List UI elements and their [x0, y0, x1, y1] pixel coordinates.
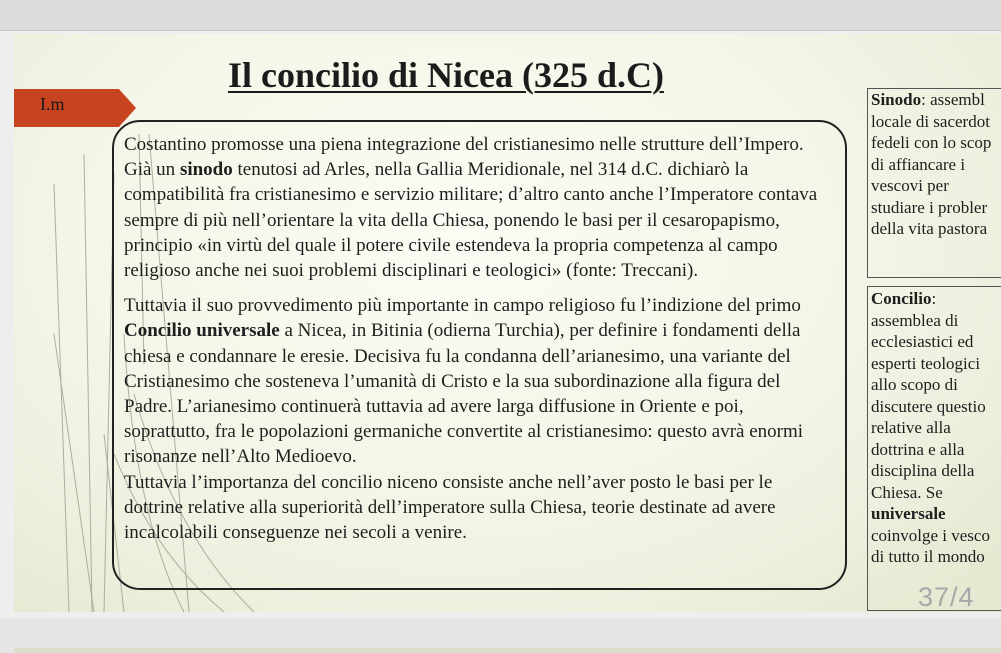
definition-term: Sinodo [871, 90, 922, 109]
slide [14, 34, 1001, 612]
paragraph-concilio: Tuttavia il suo provvedimento più importante in campo religioso fu l’indizione del primo Concilio universale a Nicea, in Bitinia (odierna Turchia), per definire i fondamenti della chiesa e condannare le eresie. Decisiva fu la condanna dell’arianesimo, una variante del Cristianesimo che sosteneva l’umanità di Cristo e la sua subordinazione alla figura del Padre. L’arianesimo continuerà tuttavia ad avere larga diffusione in Oriente e poi, soprattutto, fra le popolazioni germaniche convertite al cristianesimo: questo avrà enormi risonanze nell’Alto Medioevo. [124, 295, 804, 468]
page-number: 37/4 [918, 582, 975, 612]
definition-line: assemblea di [871, 310, 959, 330]
definition-concilio: Concilio: assemblea di ecclesiastici ed esperti teologici allo scopo di discutere questio relative alla dottrina e alla disciplina della Chiesa. Se universale coinvolge i vesco di tutto il mondo [871, 288, 1001, 568]
definition-line: ecclesiastici ed [871, 332, 974, 351]
definition-line-bold: universale [871, 504, 946, 523]
definition-line: di affiancare i [871, 154, 966, 174]
definition-line: locale di sacerdot [871, 111, 990, 131]
definition-line: Chiesa. Se [871, 482, 943, 502]
definition-line: discutere questio [871, 396, 986, 416]
paragraph-sinodo: Costantino promosse una piena integrazione del cristianesimo nelle strutture dell’Impero. Già un sinodo tenutosi ad Arles, nella Gallia Meridionale, nel 314 d.C. dichiarò la compatibilità fra cristianesimo e servizio militare; d’altro canto anche l’Imperatore contava sempre di più nell’orientare la vita della Chiesa, ponendo le basi per il cesaropapismo, principio «in virtù del quale il potere civile estendeva la propria competenza al campo religioso anche nei suoi problemi disciplinari e teologici» (fonte: Treccani). [124, 134, 818, 282]
definition-line: esperti teologici [871, 353, 981, 373]
definition-line: coinvolge i vesco [871, 525, 990, 545]
definition-line: studiare i probler [871, 197, 988, 217]
definition-line: dottrina e alla [871, 439, 965, 459]
section-ribbon [14, 89, 136, 127]
next-slide-edge [14, 648, 1001, 653]
definition-term: Concilio [871, 289, 932, 308]
definition-line: vescovi per [871, 176, 949, 195]
viewer-top-bar [0, 0, 1001, 30]
section-label: I.m [40, 94, 65, 114]
definition-line: fedeli con lo scop [871, 133, 992, 152]
definition-line: disciplina della [871, 461, 975, 480]
viewer-divider [0, 30, 1001, 31]
term-sinodo: sinodo [179, 159, 233, 181]
definition-line: di tutto il mondo [871, 547, 985, 566]
definition-line: allo scopo di [871, 375, 958, 394]
definition-line: della vita pastora [871, 219, 988, 238]
term-concilio-universale: Concilio universale [124, 320, 280, 342]
definition-sinodo: Sinodo: assembl locale di sacerdot fedeli con lo scop di affiancare i vescovi per studiare i probler della vita pastora [871, 89, 1001, 240]
main-text [124, 132, 830, 545]
definition-line: relative alla [871, 418, 951, 437]
paragraph-importanza: Tuttavia l’importanza del concilio niceno consiste anche nell’aver posto le basi per le dottrine relative alla superiorità dell’imperatore sulla Chiesa, teorie destinate ad avere incalcolabili conseguenze nei secoli a venire. [124, 471, 776, 544]
slide-title: Il concilio di Nicea (325 d.C) [228, 55, 664, 95]
